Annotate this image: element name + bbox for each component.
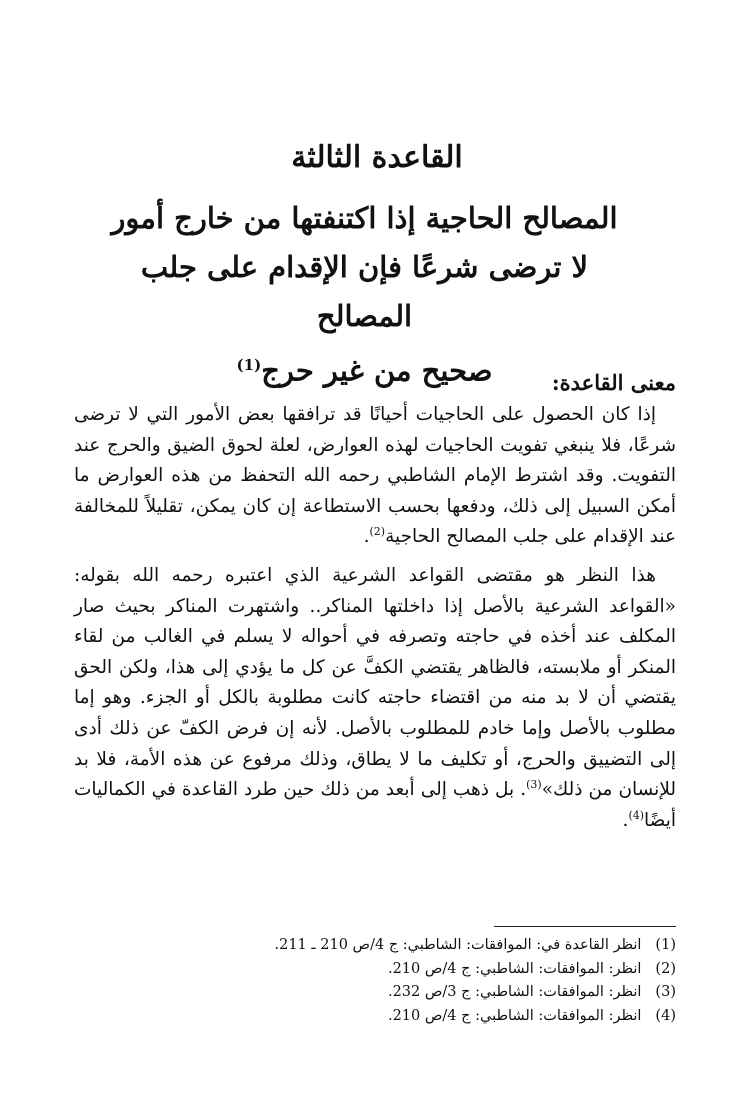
footnote-item: [80, 934, 676, 958]
rule-statement-line-1: المصالح الحاجية إذا اكتنفتها من خارج أمور: [111, 201, 618, 235]
footnote-text: انظر: الموافقات: الشاطبي: ج 4/ص 210.: [387, 960, 642, 977]
footnote-number: (2): [655, 960, 676, 977]
paragraph-1-text: إذا كان الحصول على الحاجيات أحيانًا قد ترافقها بعض الأمور التي لا ترضى شرعًا، فلا ينبغي تفويت الحاجيات لهذه العوارض، لعلة لحوق الضيق والحرج عند التفويت. وقد اشترط الإمام الشاطبي رحمه الله التحفظ من هذه العوارض ما أمكن السبيل إلى ذلك، ودفعها بحسب الاستطاعة إن كان يمكن، تقليلاً للمخالفة عند الإقدام على جلب المصالح الحاجية: [74, 404, 676, 548]
footnotes: [80, 934, 676, 1028]
footnote-text: انظر القاعدة في: الموافقات: الشاطبي: ج 4/ص 210 ـ 211.: [274, 937, 642, 953]
footnote-item: [80, 1005, 676, 1029]
rule-statement-line-2: لا ترضى شرعًا فإن الإقدام على جلب المصالح: [140, 250, 589, 333]
section-label-meaning: معنى القاعدة:: [551, 370, 676, 395]
footnote-number: (4): [655, 1007, 676, 1024]
footnote-number: (3): [655, 984, 676, 1000]
footnote-divider: [494, 926, 676, 927]
footnote-ref-1[interactable]: (1): [236, 356, 262, 374]
paragraph-2: [74, 561, 676, 836]
paragraph-2-text-cont: . بل ذهب إلى أبعد من ذلك حين طرد القاعدة في الكماليات أيضًا: [74, 779, 676, 831]
rule-statement: [100, 194, 629, 396]
footnote-ref-2[interactable]: (2): [369, 525, 386, 539]
paragraph-2-text: هذا النظر هو مقتضى القواعد الشرعية الذي اعتبره رحمه الله بقوله: «القواعد الشرعية بالأصل إذا داخلتها المناكر.. واشتهرت المناكر بحيث صار المكلف عند أخذه في حاجته وتصرفه في أحواله لا يسلم في الغالب من لقاء المنكر أو ملابسته، فالظاهر يقتضي الكفَّ عن كل ما يؤدي إلى هذا، ولكن الحق يقتضي أن لا بد منه من اقتضاء حاجته كانت مطلوبة بالكل أو الجزء. وهو إما مطلوب بالأصل وإما خادم للمطلوب بالأصل. لأنه إن فرض الكفّ عن ذلك أدى إلى التضييق والحرج، أو تكليف ما لا يطاق، وذلك مرفوع عن هذه الأمة، فلا بد للإنسان من ذلك»: [74, 564, 677, 801]
footnote-ref-3[interactable]: (3): [526, 777, 542, 791]
footnote-number: (1): [655, 937, 676, 953]
paragraph-1-end: .: [363, 526, 370, 548]
footnote-item: [80, 958, 676, 982]
footnote-item: [80, 981, 676, 1005]
rule-statement-line-3: صحيح من غير حرج: [261, 353, 493, 388]
body-text: [74, 400, 676, 836]
paragraph-1: [74, 400, 676, 553]
footnote-text: انظر: الموافقات: الشاطبي: ج 3/ص 232.: [387, 984, 642, 1000]
paragraph-2-end: .: [622, 809, 629, 831]
footnote-ref-4[interactable]: (4): [628, 808, 645, 822]
footnote-text: انظر: الموافقات: الشاطبي: ج 4/ص 210.: [387, 1007, 642, 1024]
rule-heading: القاعدة الثالثة: [291, 140, 463, 175]
